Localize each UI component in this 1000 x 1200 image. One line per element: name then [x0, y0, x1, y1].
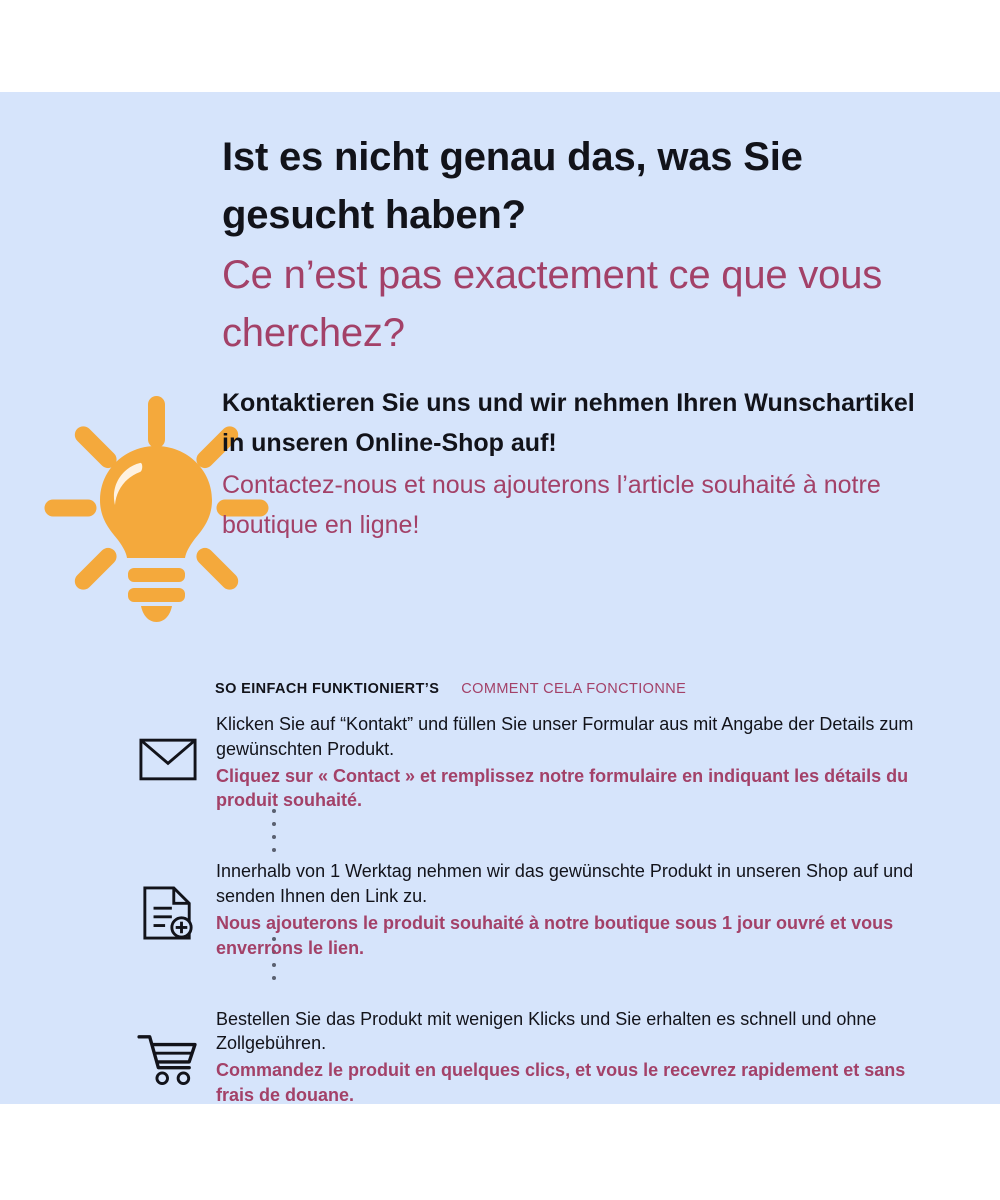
- envelope-icon: [120, 712, 216, 781]
- section-heading-german: SO EINFACH FUNKTIONIERT’S: [215, 681, 440, 697]
- document-add-icon: [120, 859, 216, 941]
- step-item: [120, 1007, 940, 1108]
- step-german: Bestellen Sie das Produkt mit wenigen Klicks und Sie erhalten es schnell und ohne Zollgebühren.: [216, 1008, 877, 1054]
- step-french: Nous ajouterons le produit souhaité à notre boutique sous 1 jour ouvré et vous enverrons le lien.: [216, 912, 894, 958]
- step-german: Innerhalb von 1 Werktag nehmen wir das gewünschte Produkt in unseren Shop auf und senden Ihnen den Link zu.: [216, 861, 914, 907]
- headline-french: Ce n’est pas exactement ce que vous cherchez?: [222, 253, 883, 355]
- intro-block: [222, 383, 922, 545]
- intro-french: Contactez-nous et nous ajouterons l’article souhaité à notre boutique en ligne!: [222, 471, 881, 539]
- headline-block: [222, 128, 922, 362]
- step-french: Cliquez sur « Contact » et remplissez notre formulaire en indiquant les détails du produit souhaité.: [216, 765, 909, 811]
- headline-german: Ist es nicht genau das, was Sie gesucht haben?: [222, 135, 803, 237]
- step-german: Klicken Sie auf “Kontakt” und füllen Sie unser Formular aus mit Angabe der Details zum gewünschten Produkt.: [216, 714, 914, 759]
- steps-list: [120, 712, 940, 1108]
- step-text: [216, 859, 940, 960]
- step-item: [120, 712, 940, 813]
- step-french: Commandez le produit en quelques clics, et vous le recevrez rapidement et sans frais de douane.: [216, 1060, 906, 1106]
- section-heading: [215, 681, 686, 697]
- step-item: [120, 859, 940, 960]
- section-heading-french: COMMENT CELA FONCTIONNE: [461, 681, 687, 697]
- shopping-cart-icon: [120, 1007, 216, 1085]
- step-text: [216, 1007, 940, 1108]
- step-text: [216, 712, 940, 813]
- step-connector-dots: [272, 809, 276, 852]
- intro-german: Kontaktieren Sie uns und wir nehmen Ihren Wunschartikel in unseren Online-Shop auf!: [222, 389, 915, 457]
